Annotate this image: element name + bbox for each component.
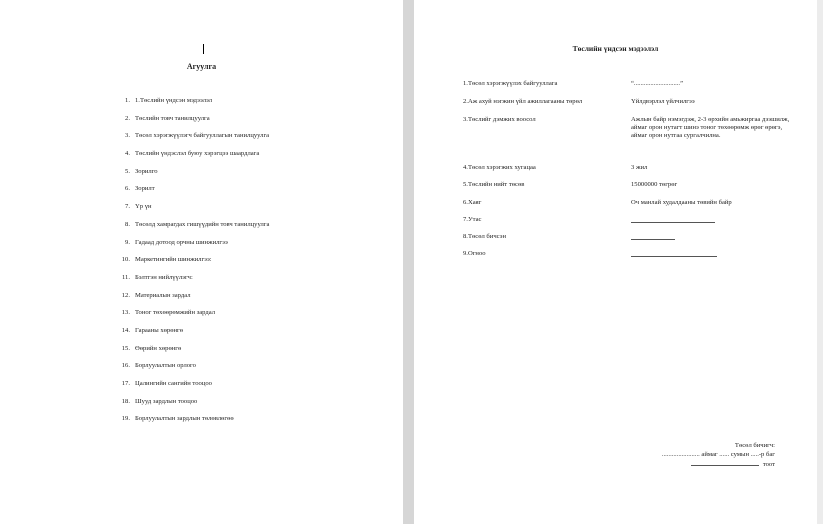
toc-item-text: 1.Төслийн үндсэн мэдээлэл <box>135 97 213 104</box>
toc-item <box>118 97 269 115</box>
info-label: 8.Төсөл бичсэн <box>463 233 506 240</box>
toc-item-text: Шууд зардлын тооцоо <box>135 397 198 405</box>
toc-item-text: Төслийн товч танилцуулга <box>135 114 210 122</box>
toc-item-number: 17. <box>121 380 130 387</box>
page-gutter <box>403 0 414 524</box>
info-value: Ажлын байр нэмэгдэж, 2-3 өрхийн амьжиргаа дээшилж, аймаг орон нутагт шинэ тоног төхөөрөмж өрөг өрөгэ, аймаг орон нутгаа сургалчилна. <box>631 116 790 139</box>
left-page <box>0 0 403 524</box>
toc-item-text: Маркетингийн шинжилгээ: <box>135 256 212 264</box>
toc-item-number: 3. <box>125 132 130 140</box>
info-title: Төслийн үндсэн мэдээлэл <box>572 44 659 53</box>
toc-item <box>118 256 269 274</box>
toc-item-number: 2. <box>125 114 130 122</box>
toc-item-number: 10. <box>121 256 130 264</box>
toc-item-number: 5. <box>125 167 130 175</box>
info-value: 3 жил <box>631 164 648 171</box>
toc-item <box>118 221 269 239</box>
toc-item <box>118 185 269 203</box>
toc-item-number: 11. <box>122 273 130 281</box>
info-label: 3.Төслийг дэмжих воосол <box>463 116 536 123</box>
toc-item-number: 18. <box>121 397 130 405</box>
info-value: 15000000 төгрөг <box>631 181 678 188</box>
signature-label: Төсөл бичигч: <box>734 442 775 449</box>
info-label: 5.Төслийн нийт төсөв <box>463 181 525 188</box>
toc-item-number: 13. <box>121 309 130 317</box>
toc-item <box>118 168 269 186</box>
toc-item <box>118 380 269 398</box>
blank-line <box>631 250 717 257</box>
toc-item <box>118 398 269 416</box>
toc-item <box>118 239 269 257</box>
toc-item-number: 1. <box>125 97 130 104</box>
toc-item-text: Зорилт <box>135 185 155 193</box>
toc-item <box>118 345 269 363</box>
toc-item-number: 6. <box>125 185 130 193</box>
signature-block <box>662 441 775 469</box>
toc-item-text: Гарааны хөрөнгө <box>135 326 184 334</box>
toc-item <box>118 115 269 133</box>
toc-item-text: Үр үн <box>135 203 152 211</box>
blank-line <box>691 459 759 466</box>
info-label: 2.Аж ахуй нэгжин үйл ажиллагааны төрөл <box>463 98 583 105</box>
info-value <box>631 233 791 243</box>
toc-item-text: Төсөлд хамрагдах гишүүдийн товч танилцуулга <box>135 220 270 228</box>
blank-line <box>631 216 715 223</box>
toc-item <box>118 150 269 168</box>
toc-item-number: 4. <box>125 150 130 158</box>
signature-address-line <box>662 459 775 469</box>
signature-address: ....................... аймаг ...... сумын .....-р баг <box>661 451 775 458</box>
toc-item-number: 16. <box>121 362 130 370</box>
info-label: 7.Утас <box>463 216 482 223</box>
toc-item-text: Төслийн үндэслэл буюу хэрэгцээ шаардлага <box>135 150 260 158</box>
blank-line <box>631 233 675 240</box>
toc-item <box>118 309 269 327</box>
toc-item <box>118 274 269 292</box>
info-label: 4.Төсөл хэрэгжих хугацаа <box>463 164 536 171</box>
toc-title: Агуулга <box>186 62 217 71</box>
toc-item-text: Зорилго <box>135 167 158 175</box>
toc-item <box>118 327 269 345</box>
toc-item-number: 15. <box>121 344 130 352</box>
toc-item-text: Материалын зардал <box>135 291 191 299</box>
text-cursor <box>203 44 204 54</box>
toc-item-number: 8. <box>125 220 130 228</box>
toc-item-number: 14. <box>121 326 130 334</box>
info-label: 6.Хаяг <box>463 199 482 206</box>
info-label: 1.Төсөл хэрэгжүүлэх байгууллага <box>463 80 558 87</box>
info-value <box>631 216 791 226</box>
toc-item-text: Тоног төхөөрөмжийн зардал <box>135 309 216 317</box>
toc-item-text: Цалингийн сангийн тооцоо <box>135 380 212 387</box>
toc-item-number: 7. <box>125 203 130 211</box>
right-page <box>414 0 817 524</box>
toc-item-text: Борлуулалтын зардлын төлөвлөгөө <box>135 415 234 423</box>
info-value: “............................” <box>631 80 684 87</box>
toc-item <box>118 132 269 150</box>
toc-item-number: 19. <box>121 415 130 423</box>
info-label: 9.Огноо <box>463 250 486 257</box>
toc-item-text: Бэлтгэн нийлүүлэгч: <box>135 273 193 281</box>
toc-item-number: 12. <box>121 291 130 299</box>
toc-item <box>118 292 269 310</box>
table-of-contents <box>118 97 269 433</box>
info-value: Үйлдвэрлэл үйлчилгээ <box>631 98 695 105</box>
info-value <box>631 250 791 260</box>
signature-toot: тоот <box>762 461 775 468</box>
toc-item <box>118 203 269 221</box>
toc-item-text: Борлуулалтын орлого <box>135 362 196 370</box>
toc-item-text: Төсөл хэрэгжүүлэгч байгууллагын танилцуулга <box>135 132 270 140</box>
toc-item-text: Өөрийн хөрөнгө <box>135 344 182 352</box>
toc-item-number: 9. <box>125 238 130 246</box>
info-value: Оч манлай худалдааны төвийн байр <box>631 199 732 206</box>
toc-item <box>118 362 269 380</box>
toc-item <box>118 415 269 433</box>
toc-item-text: Гадаад дотоод орчны шинжилгээ <box>135 238 228 246</box>
